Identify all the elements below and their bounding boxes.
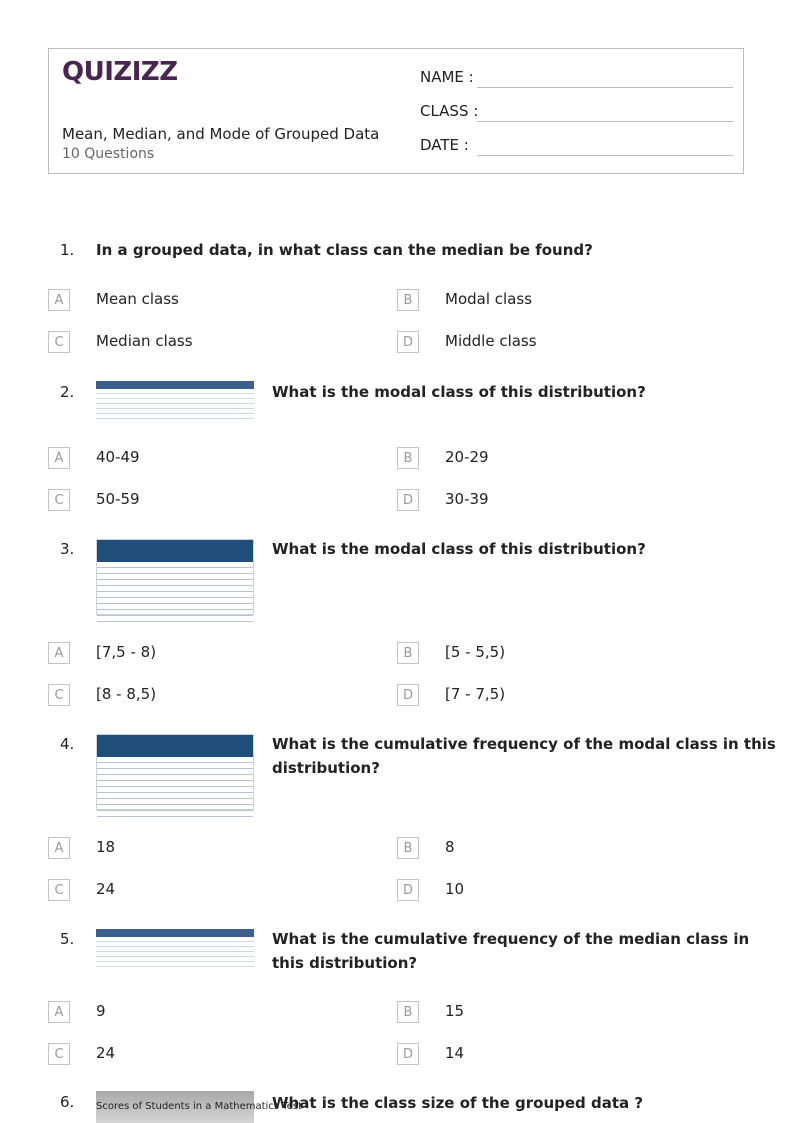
option-a-text: 18	[96, 838, 116, 856]
option-b-box[interactable]: B	[397, 642, 419, 664]
option-c-box[interactable]: C	[48, 684, 70, 706]
name-label: NAME :	[420, 68, 474, 86]
frequency-table-image	[96, 734, 254, 810]
option-d-box[interactable]: D	[397, 684, 419, 706]
date-field[interactable]	[420, 136, 469, 154]
worksheet-title: Mean, Median, and Mode of Grouped Data	[62, 125, 380, 143]
question-text-line-2: this distribution?	[272, 954, 418, 972]
frequency-table-image	[96, 539, 254, 615]
question-text: What is the class size of the grouped data ?	[272, 1094, 644, 1112]
question-text: What is the modal class of this distribution?	[272, 540, 646, 558]
worksheet-header	[48, 48, 744, 174]
option-b-text: 8	[445, 838, 455, 856]
question-count: 10 Questions	[62, 146, 155, 162]
option-a-text: Mean class	[96, 290, 179, 308]
option-d-box[interactable]: D	[397, 489, 419, 511]
question-number: 4.	[60, 735, 75, 753]
option-a-box[interactable]: A	[48, 1001, 70, 1023]
option-a-text: 9	[96, 1002, 106, 1020]
option-a-text: [7,5 - 8)	[96, 643, 157, 661]
option-d-box[interactable]: D	[397, 1043, 419, 1065]
question-number: 5.	[60, 930, 75, 948]
name-line[interactable]	[477, 87, 733, 88]
option-c-text: Median class	[96, 332, 193, 350]
option-d-text: 14	[445, 1044, 465, 1062]
question-text-line-1: What is the cumulative frequency of the median class in	[272, 930, 750, 948]
option-b-box[interactable]: B	[397, 289, 419, 311]
option-a-box[interactable]: A	[48, 642, 70, 664]
option-b-text: 20-29	[445, 448, 489, 466]
option-c-box[interactable]: C	[48, 331, 70, 353]
question-text: In a grouped data, in what class can the median be found?	[96, 241, 593, 259]
option-b-text: Modal class	[445, 290, 533, 308]
question-text-line-1: What is the cumulative frequency of the modal class in this	[272, 735, 776, 753]
quizizz-logo: QUIZIZZ	[62, 57, 178, 87]
question-number: 1.	[60, 241, 75, 259]
name-field[interactable]	[420, 68, 474, 86]
option-c-text: 24	[96, 1044, 116, 1062]
option-c-box[interactable]: C	[48, 489, 70, 511]
option-b-text: 15	[445, 1002, 465, 1020]
option-b-text: [5 - 5,5)	[445, 643, 506, 661]
frequency-table-image	[96, 381, 254, 421]
option-d-text: Middle class	[445, 332, 537, 350]
option-d-text: [7 - 7,5)	[445, 685, 506, 703]
option-a-box[interactable]: A	[48, 837, 70, 859]
option-a-box[interactable]: A	[48, 447, 70, 469]
option-d-box[interactable]: D	[397, 331, 419, 353]
option-d-text: 30-39	[445, 490, 489, 508]
question-number: 6.	[60, 1093, 75, 1111]
date-label: DATE :	[420, 136, 469, 154]
option-b-box[interactable]: B	[397, 837, 419, 859]
class-label: CLASS :	[420, 102, 479, 120]
question-text-line-2: distribution?	[272, 759, 380, 777]
option-c-box[interactable]: C	[48, 879, 70, 901]
date-line[interactable]	[477, 155, 733, 156]
question-number: 2.	[60, 383, 75, 401]
option-c-box[interactable]: C	[48, 1043, 70, 1065]
option-c-text: [8 - 8,5)	[96, 685, 157, 703]
question-text: What is the modal class of this distribution?	[272, 383, 646, 401]
option-d-text: 10	[445, 880, 465, 898]
test-scores-photo: Scores of Students in a Mathematics Test	[96, 1091, 254, 1123]
question-number: 3.	[60, 540, 75, 558]
frequency-table-image	[96, 929, 254, 969]
option-d-box[interactable]: D	[397, 879, 419, 901]
option-a-text: 40-49	[96, 448, 140, 466]
option-b-box[interactable]: B	[397, 447, 419, 469]
option-c-text: 50-59	[96, 490, 140, 508]
option-c-text: 24	[96, 880, 116, 898]
option-a-box[interactable]: A	[48, 289, 70, 311]
option-b-box[interactable]: B	[397, 1001, 419, 1023]
class-line[interactable]	[477, 121, 733, 122]
class-field[interactable]	[420, 102, 478, 120]
